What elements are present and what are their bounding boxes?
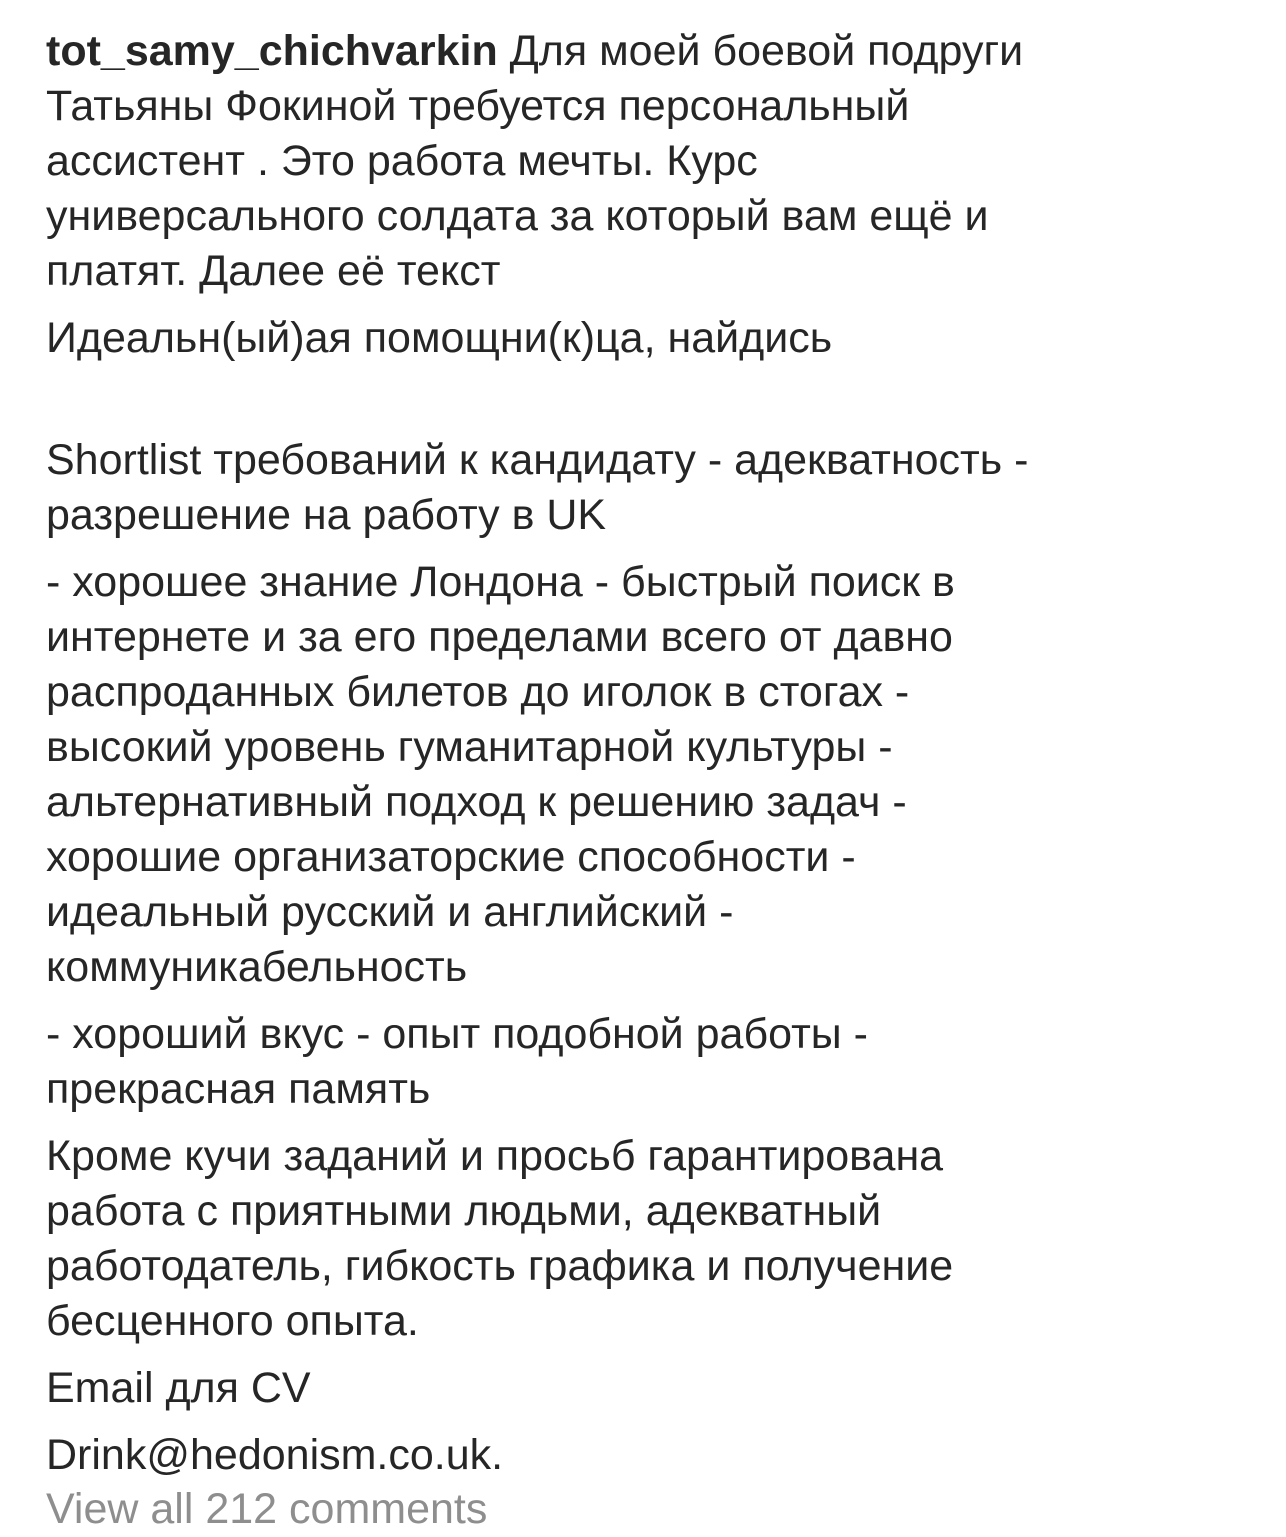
caption-line: работодатель, гибкость графика и получение — [46, 1242, 954, 1290]
caption-line: хорошие организаторские способности - — [46, 833, 856, 881]
caption-line: - хороший вкус - опыт подобной работы - — [46, 1010, 868, 1058]
caption-line: бесценного опыта. — [46, 1297, 419, 1345]
caption-line: коммуникабельность — [46, 943, 468, 991]
paragraph-gap — [46, 543, 1266, 555]
view-all-comments-link[interactable]: View all 212 comments — [46, 1485, 488, 1533]
caption-line: альтернативный подход к решению задач - — [46, 778, 907, 826]
caption-line: Кроме кучи заданий и просьб гарантирована — [46, 1132, 944, 1180]
caption-line: Идеальн(ый)ая помощни(к)ца, найдись — [46, 314, 833, 362]
email-link[interactable]: Drink@hedonism.co.uk. — [46, 1431, 504, 1479]
paragraph-gap — [46, 1349, 1266, 1361]
caption-line: Email для CV — [46, 1364, 311, 1412]
username-link[interactable]: tot_samy_chichvarkin — [46, 27, 498, 75]
post-caption — [46, 24, 1266, 1483]
blank-line — [46, 378, 1266, 433]
caption-line: прекрасная память — [46, 1065, 431, 1113]
paragraph-gap — [46, 366, 1266, 378]
caption-line — [46, 24, 1266, 79]
top-edge — [0, 0, 1286, 4]
caption-line: Татьяны Фокиной требуется персональный — [46, 82, 910, 130]
caption-text: Для моей боевой подруги — [497, 27, 1024, 75]
paragraph-gap — [46, 1416, 1266, 1428]
caption-line: универсального солдата за который вам ещё и — [46, 192, 989, 240]
caption-line: работа с приятными людьми, адекватный — [46, 1187, 882, 1235]
caption-line: платят. Далее её текст — [46, 247, 501, 295]
caption-line: разрешение на работу в UK — [46, 491, 607, 539]
caption-line: идеальный русский и английский - — [46, 888, 734, 936]
caption-line: Shortlist требований к кандидату - адекватность - — [46, 436, 1029, 484]
caption-line: ассистент . Это работа мечты. Курс — [46, 137, 758, 185]
caption-line: - хорошее знание Лондона - быстрый поиск в — [46, 558, 955, 606]
paragraph-gap — [46, 299, 1266, 311]
caption-line: распроданных билетов до иголок в стогах - — [46, 668, 910, 716]
paragraph-gap — [46, 995, 1266, 1007]
caption-line: высокий уровень гуманитарной культуры - — [46, 723, 893, 771]
paragraph-gap — [46, 1117, 1266, 1129]
caption-line: интернете и за его пределами всего от давно — [46, 613, 953, 661]
